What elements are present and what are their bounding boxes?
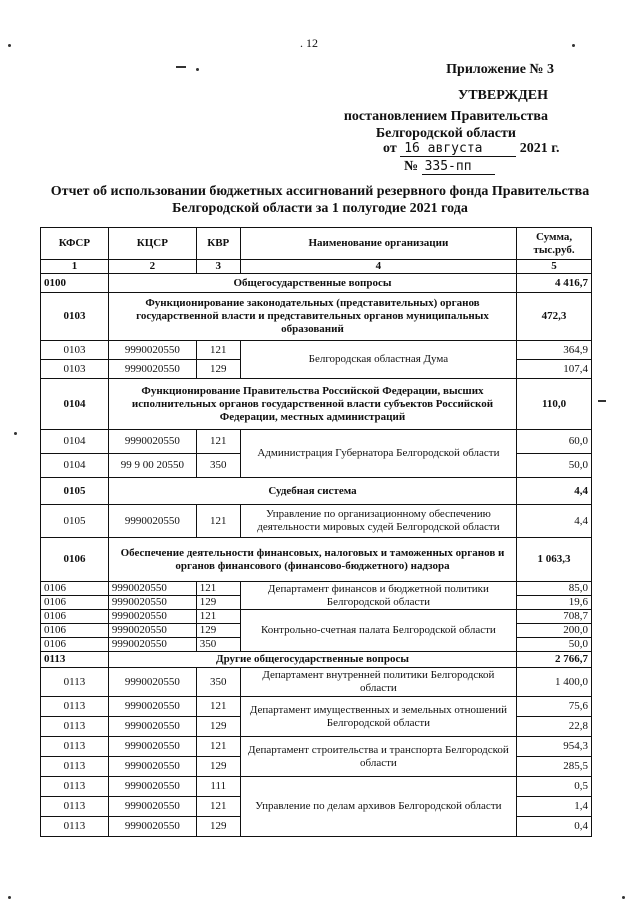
kfsr-cell: 0103	[41, 293, 109, 341]
table-row	[41, 430, 592, 454]
kfsr-cell: 0106	[41, 538, 109, 582]
sum-cell: 1,4	[517, 797, 592, 817]
organization-cell: Управление по делам архивов Белгородской области	[240, 777, 516, 837]
decree-text	[344, 108, 548, 142]
date-prefix: от	[383, 141, 397, 156]
sum-cell: 285,5	[517, 757, 592, 777]
section-row	[41, 293, 592, 341]
kcsr-cell: 99 9 00 20550	[108, 454, 196, 478]
kfsr-cell: 0113	[41, 817, 109, 837]
header-cell: КЦСР	[108, 228, 196, 260]
report-title	[30, 183, 610, 217]
kvr-cell: 129	[196, 717, 240, 737]
kvr-cell: 350	[196, 638, 240, 652]
kfsr-cell: 0105	[41, 478, 109, 505]
date-value: 16 августа	[400, 141, 516, 157]
kfsr-cell: 0106	[41, 638, 109, 652]
header-cell: Наименование организации	[240, 228, 516, 260]
kfsr-cell: 0113	[41, 697, 109, 717]
scan-speck	[572, 44, 575, 47]
sum-cell: 472,3	[517, 293, 592, 341]
number-value: 335-пп	[422, 159, 495, 175]
kfsr-cell: 0113	[41, 652, 109, 668]
kcsr-cell: 9990020550	[108, 360, 196, 379]
kcsr-cell: 9990020550	[108, 638, 196, 652]
kvr-cell: 121	[196, 341, 240, 360]
section-name: Обеспечение деятельности финансовых, налоговых и таможенных органов и органов финансового (финансово-бюджетного) надзора	[108, 538, 516, 582]
kcsr-cell: 9990020550	[108, 596, 196, 610]
appendix-label: Приложение № 3	[446, 62, 554, 77]
kvr-cell: 121	[196, 610, 240, 624]
kfsr-cell: 0104	[41, 379, 109, 430]
sum-cell: 1 400,0	[517, 668, 592, 697]
sum-cell: 60,0	[517, 430, 592, 454]
report-table	[40, 227, 592, 837]
scan-speck	[176, 66, 186, 68]
kfsr-cell: 0100	[41, 274, 109, 293]
table-row	[41, 697, 592, 717]
kcsr-cell: 9990020550	[108, 817, 196, 837]
kvr-cell: 121	[196, 582, 240, 596]
column-number: 1	[41, 260, 109, 274]
number-prefix: №	[404, 159, 419, 174]
page-number: . 12	[300, 36, 318, 50]
sum-cell: 50,0	[517, 454, 592, 478]
kfsr-cell: 0113	[41, 777, 109, 797]
sum-cell: 85,0	[517, 582, 592, 596]
organization-cell: Управление по организационному обеспечению деятельности мировых судей Белгородской области	[240, 505, 516, 538]
organization-cell: Департамент имущественных и земельных отношений Белгородской области	[240, 697, 516, 737]
title-line: Отчет об использовании бюджетных ассигнований резервного фонда Правительства	[50, 184, 590, 199]
kfsr-cell: 0113	[41, 757, 109, 777]
table-row	[41, 737, 592, 757]
scan-speck	[8, 896, 11, 899]
kfsr-cell: 0104	[41, 430, 109, 454]
kfsr-cell: 0113	[41, 668, 109, 697]
table-row	[41, 668, 592, 697]
kcsr-cell: 9990020550	[108, 624, 196, 638]
column-number: 4	[240, 260, 516, 274]
table-row	[41, 610, 592, 624]
kcsr-cell: 9990020550	[108, 777, 196, 797]
kvr-cell: 121	[196, 505, 240, 538]
scan-speck	[8, 44, 11, 47]
kfsr-cell: 0106	[41, 596, 109, 610]
kfsr-cell: 0104	[41, 454, 109, 478]
kcsr-cell: 9990020550	[108, 797, 196, 817]
kfsr-cell: 0103	[41, 360, 109, 379]
kcsr-cell: 9990020550	[108, 610, 196, 624]
kvr-cell: 121	[196, 797, 240, 817]
kfsr-cell: 0106	[41, 624, 109, 638]
sum-cell: 1 063,3	[517, 538, 592, 582]
decree-number	[404, 159, 495, 175]
table-row	[41, 777, 592, 797]
kcsr-cell: 9990020550	[108, 697, 196, 717]
kvr-cell: 121	[196, 697, 240, 717]
sum-cell: 22,8	[517, 717, 592, 737]
section-name: Общегосударственные вопросы	[108, 274, 516, 293]
scan-speck	[196, 68, 199, 71]
section-name: Функционирование законодательных (представительных) органов государственной власти и представительных органов муниципальных образований	[108, 293, 516, 341]
decree-line: постановлением Правительства	[343, 109, 548, 124]
kvr-cell: 350	[196, 454, 240, 478]
kvr-cell: 121	[196, 737, 240, 757]
approved-heading: УТВЕРЖДЕН	[457, 88, 548, 103]
column-number: 5	[517, 260, 592, 274]
date-year: 2021 г.	[519, 141, 560, 156]
kcsr-cell: 9990020550	[108, 430, 196, 454]
section-row	[41, 652, 592, 668]
sum-cell: 364,9	[517, 341, 592, 360]
sum-cell: 4,4	[517, 505, 592, 538]
organization-cell: Контрольно-счетная палата Белгородской области	[240, 610, 516, 652]
sum-cell: 954,3	[517, 737, 592, 757]
kfsr-cell: 0105	[41, 505, 109, 538]
column-number: 3	[196, 260, 240, 274]
header-cell: Сумма, тыс.руб.	[517, 228, 592, 260]
organization-cell: Департамент строительства и транспорта Белгородской области	[240, 737, 516, 777]
scan-speck	[622, 896, 625, 899]
kvr-cell: 121	[196, 430, 240, 454]
scan-speck	[598, 400, 606, 402]
kcsr-cell: 9990020550	[108, 717, 196, 737]
section-name: Функционирование Правительства Российской Федерации, высших исполнительных органов государственной власти субъектов Российской Федерации, местных администраций	[108, 379, 516, 430]
section-row	[41, 478, 592, 505]
decree-date	[383, 141, 559, 157]
section-name: Судебная система	[108, 478, 516, 505]
kvr-cell: 350	[196, 668, 240, 697]
kcsr-cell: 9990020550	[108, 737, 196, 757]
kfsr-cell: 0103	[41, 341, 109, 360]
sum-cell: 708,7	[517, 610, 592, 624]
section-row	[41, 538, 592, 582]
kcsr-cell: 9990020550	[108, 757, 196, 777]
sum-cell: 0,5	[517, 777, 592, 797]
kvr-cell: 111	[196, 777, 240, 797]
table-row	[41, 582, 592, 596]
kcsr-cell: 9990020550	[108, 341, 196, 360]
section-row	[41, 379, 592, 430]
column-number-row	[41, 260, 592, 274]
sum-cell: 0,4	[517, 817, 592, 837]
table-header-row	[41, 228, 592, 260]
column-number: 2	[108, 260, 196, 274]
kvr-cell: 129	[196, 596, 240, 610]
table-row	[41, 505, 592, 538]
kfsr-cell: 0113	[41, 737, 109, 757]
organization-cell: Белгородская областная Дума	[240, 341, 516, 379]
header-cell: КВР	[196, 228, 240, 260]
kvr-cell: 129	[196, 757, 240, 777]
organization-cell: Департамент финансов и бюджетной политики Белгородской области	[240, 582, 516, 610]
sum-cell: 4 416,7	[517, 274, 592, 293]
sum-cell: 107,4	[517, 360, 592, 379]
decree-line: Белгородской области	[375, 126, 516, 141]
organization-cell: Администрация Губернатора Белгородской области	[240, 430, 516, 478]
sum-cell: 110,0	[517, 379, 592, 430]
kcsr-cell: 9990020550	[108, 668, 196, 697]
kvr-cell: 129	[196, 624, 240, 638]
sum-cell: 200,0	[517, 624, 592, 638]
kcsr-cell: 9990020550	[108, 582, 196, 596]
kfsr-cell: 0113	[41, 797, 109, 817]
kvr-cell: 129	[196, 360, 240, 379]
scan-speck	[14, 432, 17, 435]
organization-cell: Департамент внутренней политики Белгородской области	[240, 668, 516, 697]
kfsr-cell: 0106	[41, 610, 109, 624]
section-name: Другие общегосударственные вопросы	[108, 652, 516, 668]
table-row	[41, 341, 592, 360]
section-row	[41, 274, 592, 293]
title-line: Белгородской области за 1 полугодие 2021 года	[172, 201, 468, 216]
sum-cell: 4,4	[517, 478, 592, 505]
kvr-cell: 129	[196, 817, 240, 837]
sum-cell: 2 766,7	[517, 652, 592, 668]
sum-cell: 75,6	[517, 697, 592, 717]
kfsr-cell: 0106	[41, 582, 109, 596]
header-cell: КФСР	[41, 228, 109, 260]
kfsr-cell: 0113	[41, 717, 109, 737]
sum-cell: 19,6	[517, 596, 592, 610]
sum-cell: 50,0	[517, 638, 592, 652]
kcsr-cell: 9990020550	[108, 505, 196, 538]
